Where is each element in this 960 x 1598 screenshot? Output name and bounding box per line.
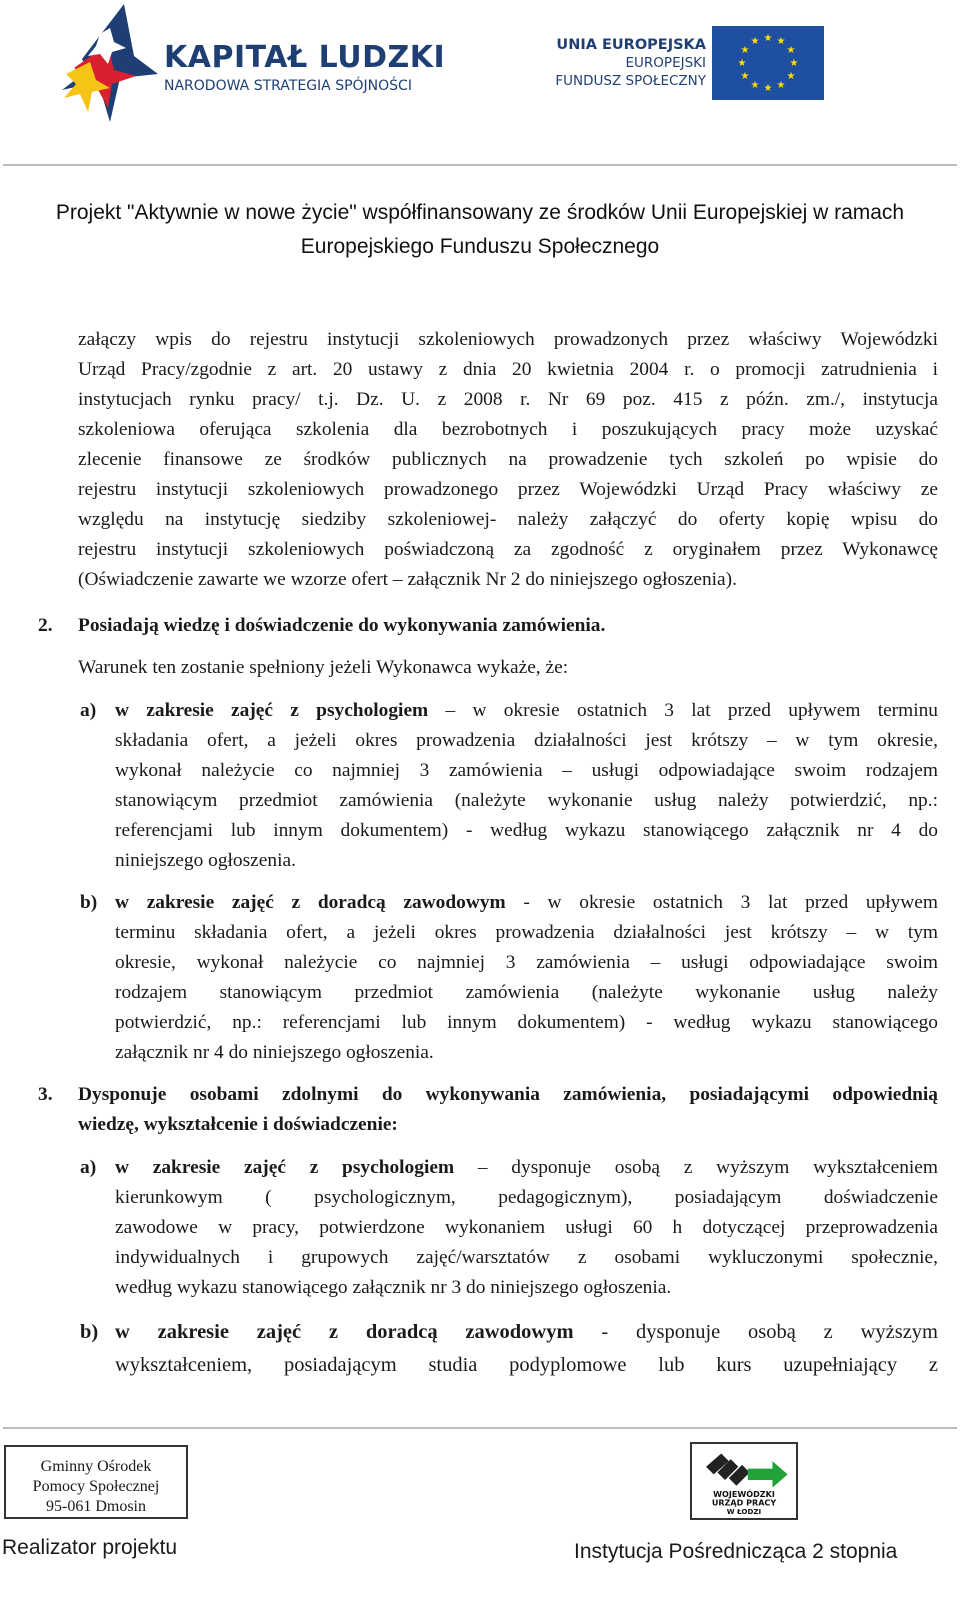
item-line: referencjami lub innym dokumentem) - według wykazu stanowiącego załącznik nr 4 do — [115, 820, 938, 841]
section-2-number: 2. — [38, 615, 53, 636]
svg-text:★: ★ — [789, 58, 799, 69]
item-line: okresie, wykonał należycie co najmniej 3 zamówienia – usługi odpowiadające swoim — [115, 952, 938, 973]
wup-line-3: W ŁODZI — [726, 1507, 762, 1517]
intro-line: rejestru instytucji szkoleniowych poświadczoną za zgodność z oryginałem przez Wykonawcę — [78, 539, 938, 560]
section-2b-item — [115, 888, 938, 1068]
heading-line: Dysponuje osobami zdolnymi do wykonywania zamówienia, posiadającymi odpowiednią — [78, 1084, 938, 1105]
eu-line-3: FUNDUSZ SPOŁECZNY — [555, 73, 706, 89]
svg-text:★: ★ — [763, 33, 773, 44]
section-3a-item — [115, 1153, 938, 1303]
gops-line-2: Pomocy Społecznej — [32, 1478, 160, 1495]
item-lead-rest: – dysponuje osobą z wyższym wykształceniem — [454, 1157, 938, 1178]
item-lead-rest: - dysponuje osobą z wyższym — [573, 1321, 939, 1343]
header-divider — [3, 164, 957, 166]
footer-left-label: Realizator projektu — [2, 1536, 178, 1559]
item-first-line — [115, 1316, 938, 1349]
footer-right-label: Instytucja Pośrednicząca 2 stopnia — [574, 1540, 898, 1563]
intro-line: względu na instytucję siedziby szkoleniowej- należy załączyć do oferty kopię wpisu do — [78, 509, 938, 530]
svg-text:★: ★ — [750, 80, 760, 91]
section-3-number: 3. — [38, 1084, 53, 1105]
svg-text:★: ★ — [776, 80, 786, 91]
item-first-line — [115, 1153, 938, 1183]
section-3b-marker: b) — [80, 1321, 99, 1343]
section-3a-marker: a) — [80, 1157, 97, 1178]
project-banner — [0, 196, 960, 264]
item-lead-rest: – w okresie ostatnich 3 lat przed upływem terminu — [428, 700, 939, 721]
eu-line-1: UNIA EUROPEJSKA — [556, 37, 706, 53]
svg-text:★: ★ — [740, 45, 750, 56]
svg-text:★: ★ — [750, 36, 760, 47]
project-line-2: Europejskiego Funduszu Społecznego — [300, 235, 660, 258]
kapital-ludzki-title: KAPITAŁ LUDZKI — [164, 40, 446, 75]
intro-line: załączy wpis do rejestru instytucji szkoleniowych prowadzonych przez właściwy Wojewódzki — [78, 329, 938, 350]
svg-text:★: ★ — [786, 71, 796, 82]
item-line: składania ofert, a jeżeli okres prowadzenia działalności jest krótszy – w tym okresie, — [115, 730, 938, 751]
item-lead-rest: - w okresie ostatnich 3 lat przed upływem — [505, 892, 938, 913]
item-line: zawodowe w pracy, potwierdzone wykonaniem usługi 60 h dotyczącej przeprowadzenia — [115, 1217, 938, 1238]
item-line: wykształceniem, posiadającym studia podyplomowe lub kurs uzupełniający z — [115, 1354, 938, 1376]
wup-lodz-logo — [690, 1442, 798, 1520]
footer-divider — [3, 1427, 957, 1429]
item-lead: w zakresie zajęć z psychologiem — [115, 700, 429, 721]
eu-line-2: EUROPEJSKI — [625, 55, 706, 71]
section-2b-marker: b) — [80, 892, 98, 913]
intro-line: zlecenie finansowe ze środków publicznych na prowadzenie tych szkoleń po wpisie do — [78, 449, 938, 470]
section-2a-marker: a) — [80, 700, 97, 721]
intro-line: Urząd Pracy/zgodnie z art. 20 ustawy z dnia 20 kwietnia 2004 r. o promocji zatrudnienia i — [78, 359, 938, 380]
item-lead: w zakresie zajęć z doradcą zawodowym — [115, 1321, 574, 1343]
svg-text:★: ★ — [786, 45, 796, 56]
section-2-condition: Warunek ten zostanie spełniony jeżeli Wykonawca wykaże, że: — [78, 657, 569, 678]
svg-text:★: ★ — [737, 58, 747, 69]
item-line: wykonał należycie co najmniej 3 zamówienia – usługi odpowiadające swoim rodzajem — [115, 760, 938, 781]
intro-line: szkoleniowa oferująca szkolenia dla bezrobotnych i poszukujących pracy może uzyskać — [78, 419, 938, 440]
item-lead: w zakresie zajęć z psychologiem — [115, 1157, 455, 1178]
item-line: stanowiącym przedmiot zamówienia (należyte wykonanie usług należy potwierdzić, np.: — [115, 790, 938, 811]
section-3b-item — [115, 1316, 938, 1382]
heading-line: wiedzę, wykształcenie i doświadczenie: — [78, 1114, 398, 1135]
svg-text:★: ★ — [776, 36, 786, 47]
section-2a-item — [115, 696, 938, 876]
svg-text:★: ★ — [763, 83, 773, 94]
section-3-heading — [78, 1080, 938, 1140]
kapital-ludzki-star-icon — [62, 4, 158, 122]
item-line: kierunkowym ( psychologicznym, pedagogicznym), posiadającym doświadczenie — [115, 1187, 938, 1208]
gops-line-3: 95-061 Dmosin — [46, 1498, 146, 1515]
intro-line: instytucjach rynku pracy/ t.j. Dz. U. z 2008 r. Nr 69 poz. 415 z późn. zm./, instytucja — [78, 389, 938, 410]
item-line: potwierdzić, np.: referencjami lub innym dokumentem) - według wykazu stanowiącego — [115, 1012, 938, 1033]
gops-stamp — [4, 1445, 188, 1519]
section-2-heading: Posiadają wiedzę i doświadczenie do wykonywania zamówienia. — [78, 615, 606, 636]
project-line-1: Projekt "Aktywnie w nowe życie" współfinansowany ze środków Unii Europejskiej w ramach — [55, 201, 905, 224]
item-first-line — [115, 696, 938, 726]
intro-line: rejestru instytucji szkoleniowych prowadzonego przez Wojewódzki Urząd Pracy właściwy ze — [78, 479, 938, 500]
gops-line-1: Gminny Ośrodek — [40, 1458, 152, 1475]
intro-line: (Oświadczenie zawarte we wzorze ofert – załącznik Nr 2 do niniejszego ogłoszenia). — [78, 569, 737, 590]
item-line: załącznik nr 4 do niniejszego ogłoszenia. — [115, 1042, 434, 1063]
item-line: terminu składania ofert, a jeżeli okres prowadzenia działalności jest krótszy – w tym — [115, 922, 938, 943]
item-first-line — [115, 888, 938, 918]
item-line: niniejszego ogłoszenia. — [115, 850, 296, 871]
item-lead: w zakresie zajęć z doradcą zawodowym — [115, 892, 506, 913]
item-line: według wykazu stanowiącego załącznik nr 3 do niniejszego ogłoszenia. — [115, 1277, 672, 1298]
item-line: indywidualnych i grupowych zajęć/warsztatów z osobami wykluczonymi społecznie, — [115, 1247, 938, 1268]
eu-text-block — [530, 36, 706, 90]
intro-paragraph — [78, 325, 938, 595]
kapital-ludzki-subtitle: NARODOWA STRATEGIA SPÓJNOŚCI — [164, 78, 412, 94]
wup-line-1: WOJEWÓDZKI — [713, 1490, 775, 1500]
svg-text:★: ★ — [740, 71, 750, 82]
item-line: rodzajem stanowiącym przedmiot zamówienia (należyte wykonanie usług należy — [115, 982, 938, 1003]
eu-flag-icon — [712, 26, 824, 100]
wup-line-2: URZĄD PRACY — [711, 1498, 777, 1508]
